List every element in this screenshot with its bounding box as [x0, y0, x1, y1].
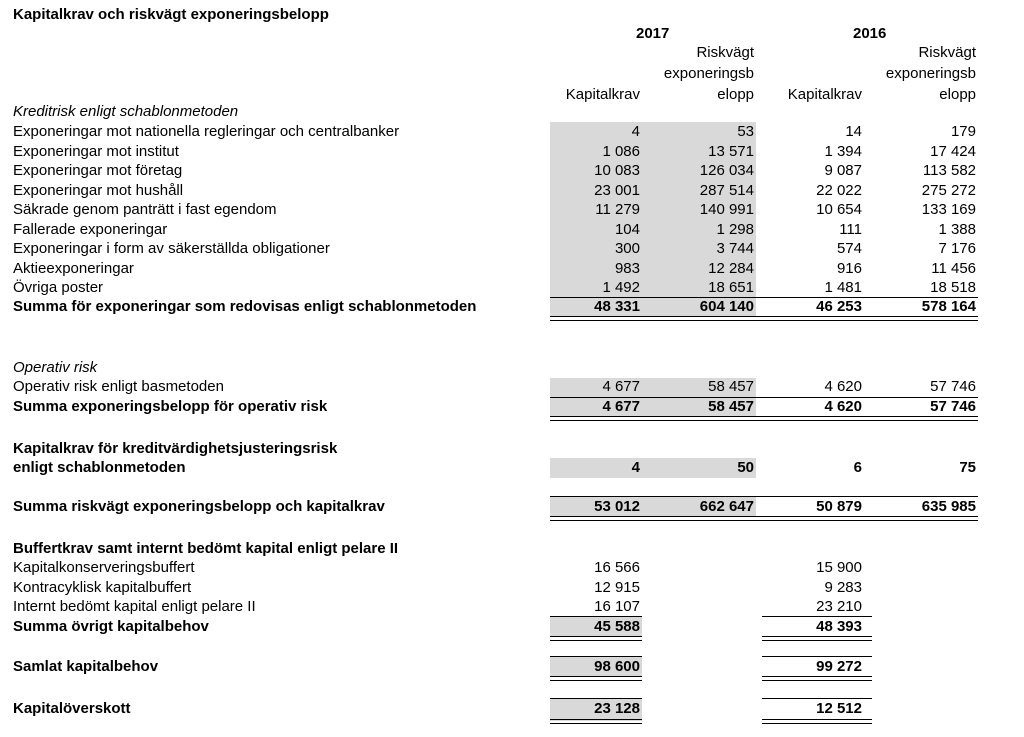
col-header-rwa-2016-l1: Riskvägt	[918, 44, 976, 61]
credit-row-cell: 10 654	[816, 201, 862, 218]
credit-total-double-rule	[550, 316, 978, 321]
surplus-double-rule-2016	[762, 719, 872, 724]
credit-total-label: Summa för exponeringar som redovisas enligt schablonmetoden	[13, 298, 477, 315]
credit-row-cell: 1 394	[824, 142, 862, 160]
total-capital-double-rule-2017	[550, 676, 642, 681]
cva-cell: 6	[853, 459, 862, 476]
credit-row-cell: 18 651	[708, 279, 754, 296]
total-capital-top-rule-2016	[762, 656, 872, 657]
total-rwa-label: Summa riskvägt exponeringsbelopp och kapitalkrav	[13, 498, 385, 515]
operational-total-label: Summa exponeringsbelopp för operativ risk	[13, 398, 328, 415]
col-header-rwa-2016-l2: exponeringsb	[885, 65, 976, 82]
total-capital-top-rule-2017	[550, 656, 642, 657]
total-rwa-cell: 53 012	[594, 498, 640, 515]
operational-heading: Operativ risk	[13, 359, 98, 376]
total-capital-label: Samlat kapitalbehov	[13, 658, 159, 675]
credit-row-cell: 1 388	[938, 220, 976, 238]
credit-row-cell: 1 492	[602, 279, 640, 296]
buffer-row-cell: 9 283	[824, 578, 862, 596]
total-capital-double-rule-2016	[762, 676, 872, 681]
credit-row-cell: 14	[845, 123, 862, 140]
credit-row-label: Exponeringar mot hushåll	[13, 181, 184, 199]
credit-row-cell: 111	[839, 220, 862, 238]
credit-row-cell: 12 284	[708, 259, 754, 277]
buffer-row-cell: 16 107	[594, 598, 640, 615]
col-header-rwa-2017-l3: elopp	[717, 86, 754, 103]
col-header-rwa-2016-l3: elopp	[939, 86, 976, 103]
cva-cell: 4	[631, 459, 640, 476]
cva-label-line1: Kapitalkrav för kreditvärdighetsjusteringsrisk	[13, 440, 338, 457]
credit-row-cell: 133 169	[921, 201, 976, 218]
buffer-row-label: Internt bedömt kapital enligt pelare II	[13, 598, 256, 615]
credit-row-cell: 179	[950, 123, 976, 140]
operational-cell: 57 746	[930, 378, 976, 395]
buffer-row-label: Kontracyklisk kapitalbuffert	[13, 578, 192, 596]
credit-row-cell: 916	[836, 259, 862, 277]
credit-row-label: Övriga poster	[13, 279, 104, 296]
total-capital-cell: 98 600	[594, 658, 640, 675]
credit-row-cell: 140 991	[699, 201, 754, 218]
credit-row-cell: 1 481	[824, 279, 862, 296]
total-rwa-double-rule	[550, 516, 978, 521]
credit-row-label: Exponeringar mot nationella regleringar och centralbanker	[13, 123, 400, 140]
credit-row-label: Exponeringar mot institut	[13, 142, 179, 160]
total-capital-cell: 99 272	[816, 658, 862, 675]
credit-row-cell: 53	[737, 123, 754, 140]
credit-row-cell: 4	[631, 123, 640, 140]
operational-cell: 4 677	[602, 378, 640, 395]
buffer-total-double-rule-2017	[550, 636, 642, 641]
credit-row-cell: 13 571	[708, 142, 754, 160]
operational-row-label: Operativ risk enligt basmetoden	[13, 378, 224, 395]
credit-row-cell: 287 514	[699, 181, 754, 199]
surplus-top-rule-2017	[550, 698, 642, 699]
credit-row-label: Exponeringar mot företag	[13, 162, 183, 179]
cva-cell: 50	[737, 459, 754, 476]
surplus-double-rule-2017	[550, 719, 642, 724]
buffer-row-cell: 15 900	[816, 559, 862, 576]
operational-cell: 4 620	[824, 378, 862, 395]
credit-row-cell: 1 086	[602, 142, 640, 160]
credit-total-cell: 604 140	[699, 298, 754, 315]
operational-total-cell: 4 677	[602, 398, 640, 415]
credit-total-cell: 48 331	[594, 298, 640, 315]
total-rwa-cell: 50 879	[816, 498, 862, 515]
buffer-total-top-rule-2017	[550, 616, 642, 617]
buffer-row-cell: 12 915	[594, 578, 640, 596]
buffer-row-cell: 16 566	[594, 559, 640, 576]
credit-total-cell: 46 253	[816, 298, 862, 315]
cva-label-line2: enligt schablonmetoden	[13, 459, 186, 476]
operational-total-cell: 58 457	[708, 398, 754, 415]
buffer-row-cell: 23 210	[816, 598, 862, 615]
credit-row-cell: 104	[614, 220, 640, 238]
surplus-cell: 23 128	[594, 700, 640, 717]
buffer-total-label: Summa övrigt kapitalbehov	[13, 618, 209, 635]
surplus-label: Kapitalöverskott	[13, 700, 131, 717]
credit-row-cell: 11 279	[595, 201, 640, 218]
operational-cell: 58 457	[708, 378, 754, 395]
year-2017: 2017	[636, 25, 670, 42]
buffer-total-double-rule-2016	[762, 636, 872, 641]
credit-row-cell: 11 456	[931, 259, 976, 277]
buffer-heading: Buffertkrav samt internt bedömt kapital enligt pelare II	[13, 540, 399, 557]
credit-row-cell: 983	[614, 259, 640, 277]
credit-section-heading: Kreditrisk enligt schablonmetoden	[13, 103, 239, 120]
credit-row-cell: 1 298	[716, 220, 754, 238]
col-header-kapitalkrav-2016: Kapitalkrav	[787, 86, 862, 103]
credit-row-cell: 126 034	[699, 162, 754, 179]
credit-total-cell: 578 164	[921, 298, 976, 315]
total-rwa-top-rule	[550, 496, 978, 497]
credit-row-cell: 10 083	[594, 162, 640, 179]
credit-row-label: Säkrade genom panträtt i fast egendom	[13, 201, 277, 218]
buffer-total-top-rule-2016	[762, 616, 872, 617]
credit-row-cell: 275 272	[921, 181, 976, 199]
col-header-kapitalkrav-2017: Kapitalkrav	[565, 86, 640, 103]
operational-total-cell: 57 746	[930, 398, 976, 415]
surplus-cell: 12 512	[816, 700, 862, 717]
surplus-top-rule-2016	[762, 698, 872, 699]
credit-row-label: Fallerade exponeringar	[13, 220, 168, 238]
credit-row-cell: 9 087	[824, 162, 862, 179]
operational-total-double-rule	[550, 416, 978, 421]
year-2016: 2016	[853, 25, 887, 42]
total-rwa-cell: 635 985	[921, 498, 976, 515]
col-header-rwa-2017-l2: exponeringsb	[663, 65, 754, 82]
buffer-total-cell: 45 588	[594, 618, 640, 635]
buffer-row-label: Kapitalkonserveringsbuffert	[13, 559, 195, 576]
credit-row-cell: 18 518	[930, 279, 976, 296]
credit-row-cell: 22 022	[816, 181, 862, 199]
credit-row-label: Exponeringar i form av säkerställda obligationer	[13, 240, 330, 257]
buffer-total-cell: 48 393	[816, 618, 862, 635]
credit-row-label: Aktieexponeringar	[13, 259, 134, 277]
credit-row-cell: 3 744	[716, 240, 754, 257]
credit-row-cell: 300	[614, 240, 640, 257]
operational-total-cell: 4 620	[824, 398, 862, 415]
credit-row-cell: 23 001	[594, 181, 640, 199]
credit-row-cell: 7 176	[938, 240, 976, 257]
page-title: Kapitalkrav och riskvägt exponeringsbelopp	[13, 6, 329, 23]
col-header-rwa-2017-l1: Riskvägt	[696, 44, 754, 61]
credit-row-cell: 17 424	[930, 142, 976, 160]
credit-row-cell: 113 582	[922, 162, 976, 179]
total-rwa-cell: 662 647	[699, 498, 754, 515]
credit-row-cell: 574	[836, 240, 862, 257]
cva-cell: 75	[959, 459, 976, 476]
